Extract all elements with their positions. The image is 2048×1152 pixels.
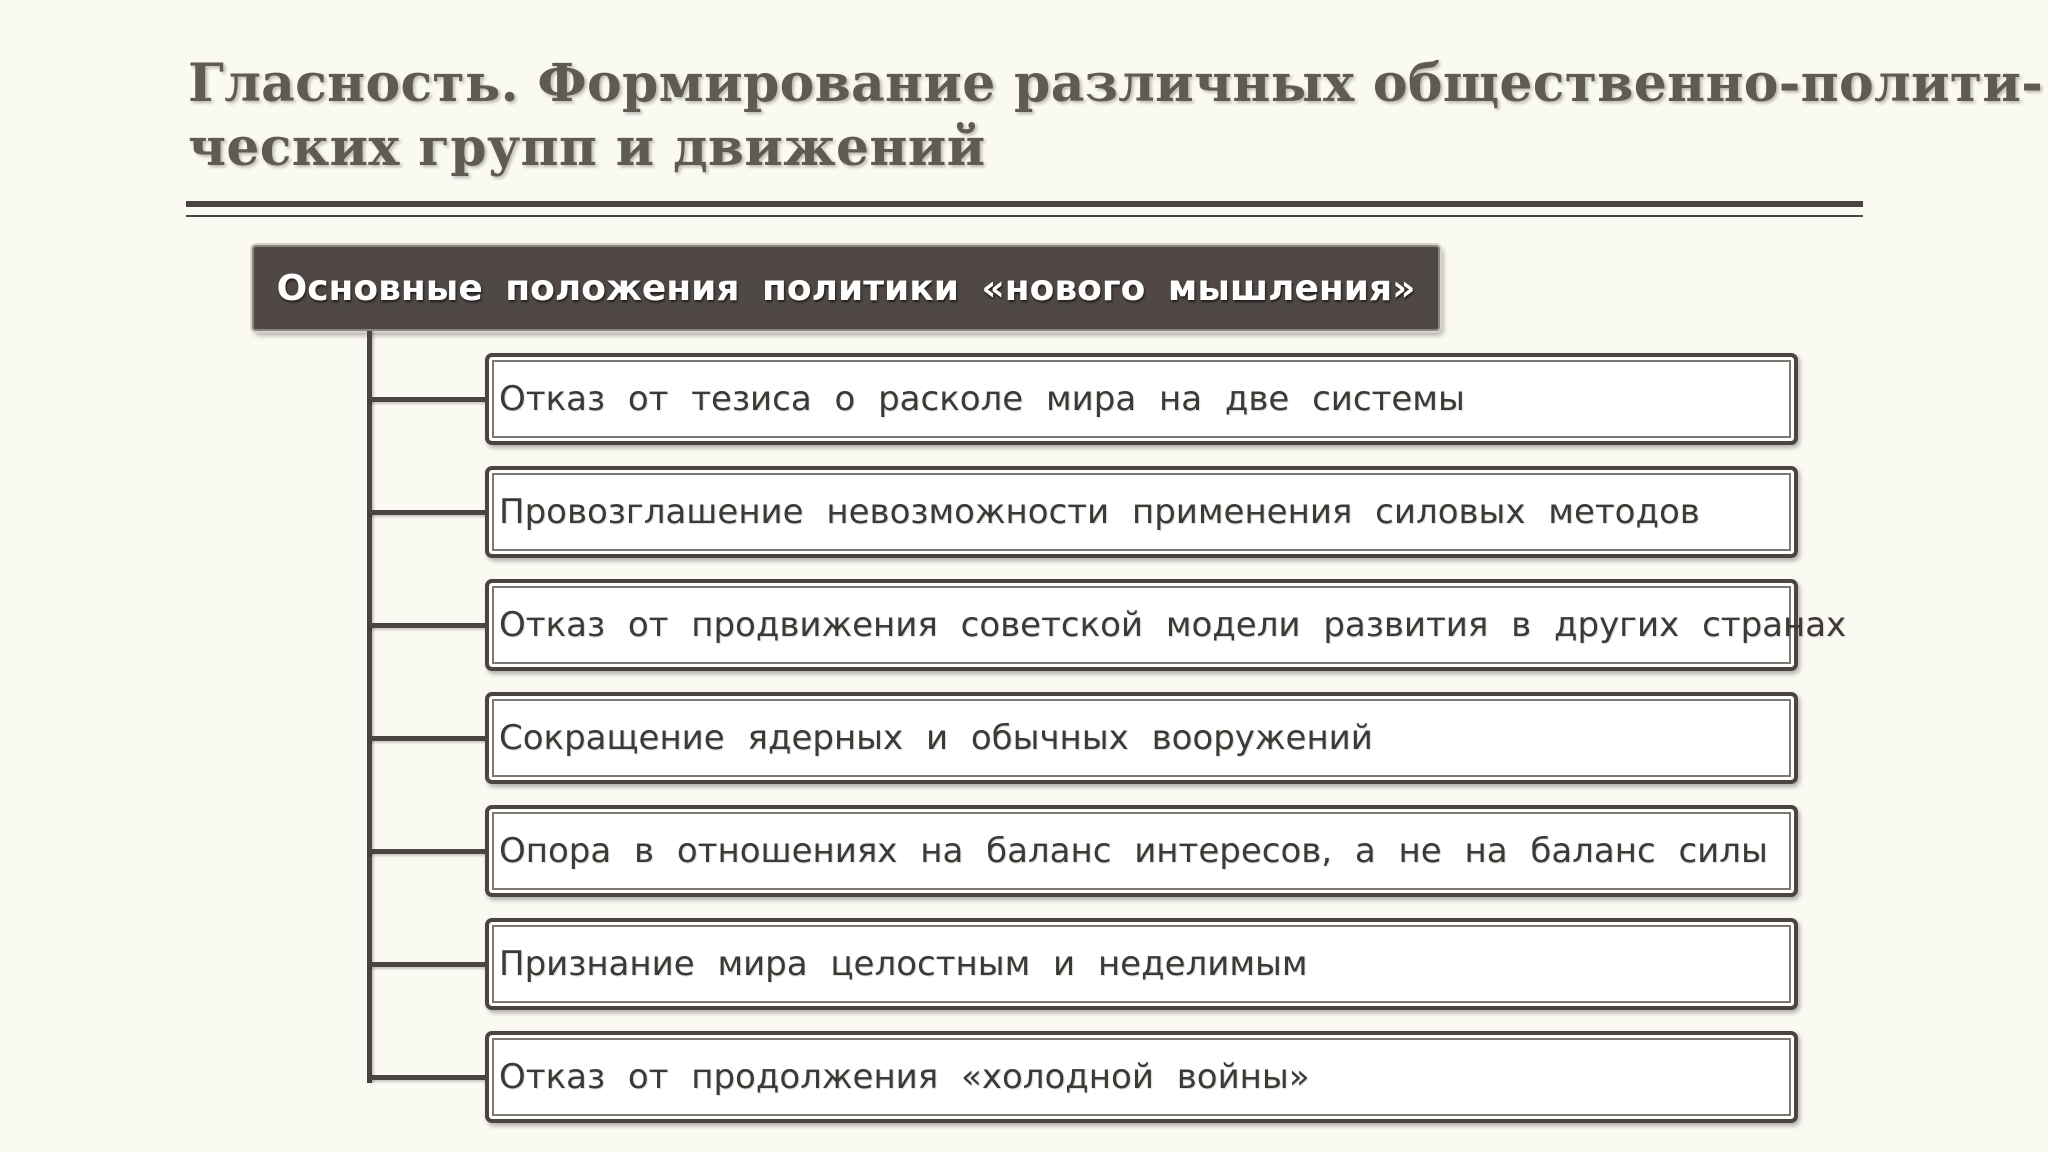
diagram-connector — [369, 397, 487, 402]
diagram-connector — [369, 962, 487, 967]
diagram-item-label: Отказ от продвижения советской модели развития в других странах — [499, 605, 1847, 645]
diagram-header-label: Основные положения политики «нового мышления» — [276, 267, 1416, 309]
diagram-item — [0, 692, 2048, 788]
diagram-connector — [369, 1075, 487, 1080]
diagram-item-box — [485, 918, 1798, 1010]
diagram-item-label: Отказ от продолжения «холодной войны» — [499, 1057, 1310, 1097]
slide-title-line-2: ческих групп и движений — [188, 117, 986, 178]
diagram-item-box — [485, 466, 1798, 558]
diagram-item-box — [485, 579, 1847, 671]
diagram-connector — [369, 736, 487, 741]
diagram-item-box — [485, 805, 1798, 897]
diagram-item-label: Признание мира целостным и неделимым — [499, 944, 1308, 984]
diagram-connector — [369, 510, 487, 515]
diagram-connector — [369, 849, 487, 854]
diagram-item-label: Сокращение ядерных и обычных вооружений — [499, 718, 1373, 758]
diagram-item — [0, 918, 2048, 1014]
diagram-item-label: Опора в отношениях на баланс интересов, а не на баланс силы — [499, 831, 1768, 871]
diagram-item — [0, 805, 2048, 901]
diagram-connector — [369, 623, 487, 628]
diagram-item — [0, 579, 2048, 675]
slide-title-line-1: Гласность. Формирование различных общественно-полити- — [188, 53, 2044, 114]
diagram-item-box — [485, 692, 1798, 784]
diagram-item-label: Провозглашение невозможности применения силовых методов — [499, 492, 1700, 532]
diagram-item-box — [485, 353, 1798, 445]
diagram-item-label: Отказ от тезиса о расколе мира на две системы — [499, 379, 1465, 419]
diagram-item — [0, 1031, 2048, 1127]
diagram-item — [0, 353, 2048, 449]
diagram-item-box — [485, 1031, 1798, 1123]
diagram-item — [0, 466, 2048, 562]
